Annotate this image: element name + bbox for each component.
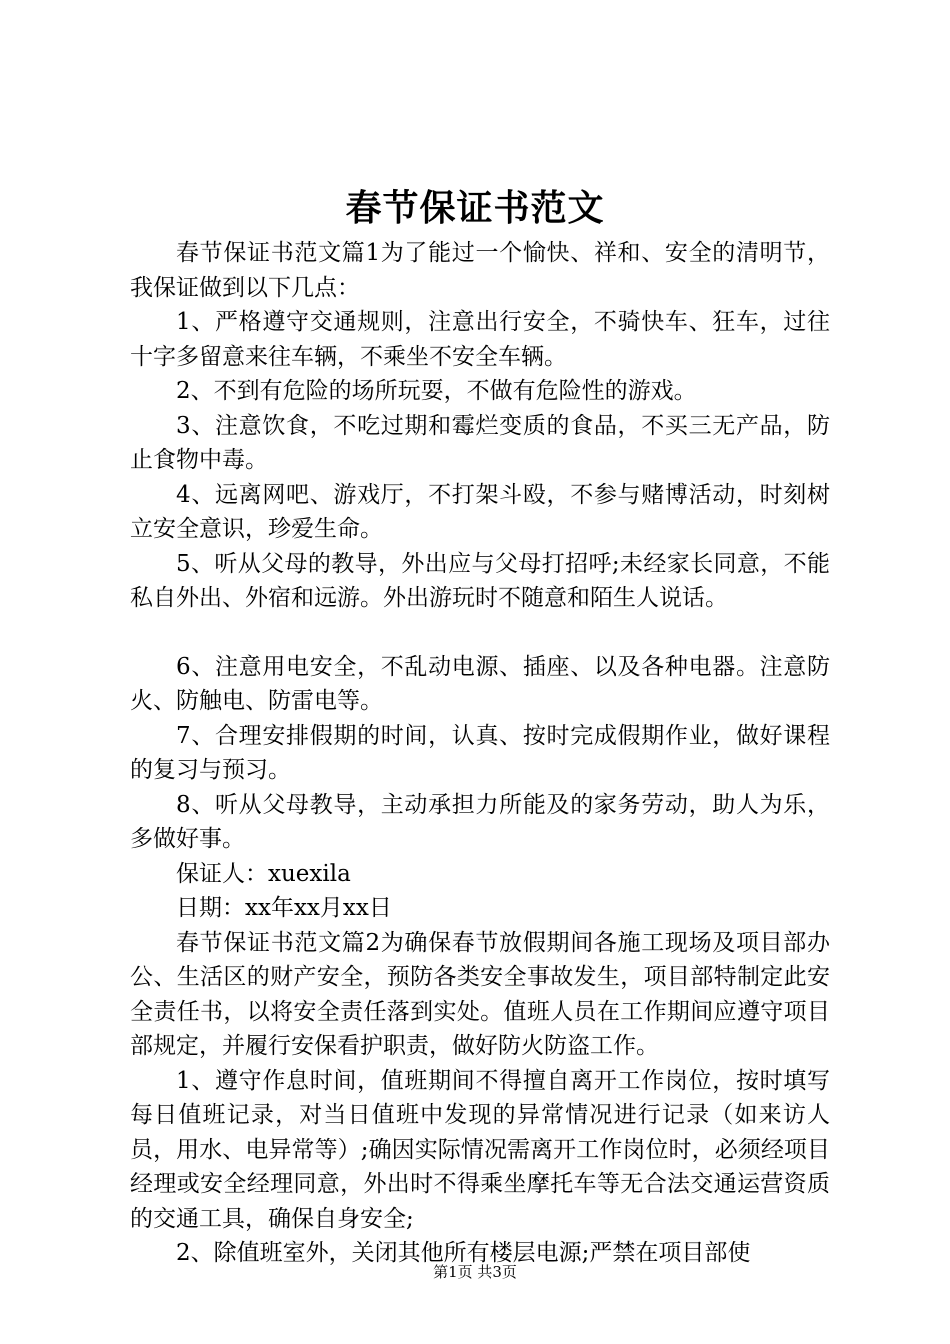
paragraph-item-3: 3、注意饮食，不吃过期和霉烂变质的食品，不买三无产品，防止食物中毒。 (130, 412, 830, 473)
paragraph-intro-2: 春节保证书范文篇2为确保春节放假期间各施工现场及项目部办公、生活区的财产安全，预防各类安全事故发生，项目部特制定此安全责任书，以将安全责任落到实处。值班人员在工作期间应遵守项目部规定，并履行安保看护职责，做好防火防盗工作。 (130, 929, 830, 1059)
paragraph-item-2: 2、不到有危险的场所玩耍，不做有危险性的游戏。 (176, 378, 697, 404)
guarantor-line: 保证人：xuexila (176, 860, 351, 887)
document-body (130, 236, 830, 1271)
paragraph-item-5: 5、听从父母的教导，外出应与父母打招呼;未经家长同意，不能私自外出、外宿和远游。外出游玩时不随意和陌生人说话。 (130, 550, 830, 611)
date-line: 日期：xx年xx月xx日 (176, 895, 392, 921)
paragraph-rule-1: 1、遵守作息时间，值班期间不得擅自离开工作岗位，按时填写每日值班记录，对当日值班中发现的异常情况进行记录（如来访人员，用水、电异常等）;确因实际情况需离开工作岗位时，必须经项目经理或安全经理同意，外出时不得乘坐摩托车等无合法交通运营资质的交通工具，确保自身安全; (130, 1067, 830, 1232)
paragraph-item-8: 8、听从父母教导，主动承担力所能及的家务劳动，助人为乐，多做好事。 (130, 791, 830, 852)
page-title: 春节保证书范文 (345, 187, 605, 229)
page-footer: 第1页 共3页 (433, 1263, 517, 1281)
paragraph-item-1: 1、严格遵守交通规则，注意出行安全，不骑快车、狂车，过往十字多留意来往车辆，不乘坐不安全车辆。 (130, 309, 830, 370)
paragraph-item-7: 7、合理安排假期的时间，认真、按时完成假期作业，做好课程的复习与预习。 (130, 722, 830, 783)
paragraph-item-4: 4、远离网吧、游戏厅，不打架斗殴，不参与赌博活动，时刻树立安全意识，珍爱生命。 (130, 481, 830, 542)
paragraph-rule-2: 2、除值班室外，关闭其他所有楼层电源;严禁在项目部使 (176, 1240, 751, 1266)
paragraph-item-6: 6、注意用电安全，不乱动电源、插座、以及各种电器。注意防火、防触电、防雷电等。 (130, 653, 830, 714)
paragraph-intro-1: 春节保证书范文篇1为了能过一个愉快、祥和、安全的清明节，我保证做到以下几点： (130, 240, 830, 301)
